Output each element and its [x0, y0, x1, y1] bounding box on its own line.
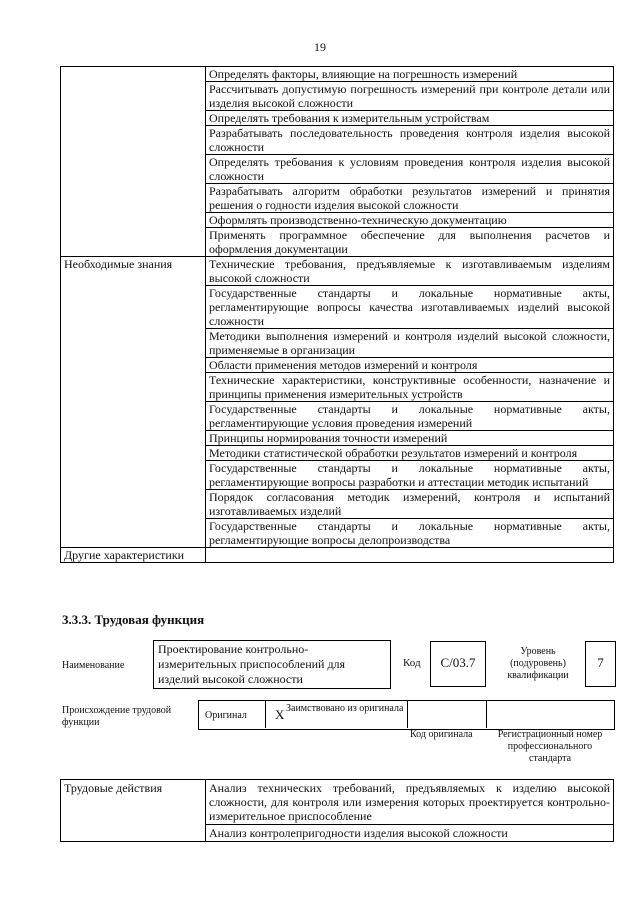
skill-item: Определять факторы, влияющие на погрешность измерений	[206, 67, 614, 82]
origin-divider	[407, 700, 408, 728]
knowledge-item: Государственные стандарты и локальные нормативные акты, регламентирующие вопросы делопроизводства	[206, 519, 614, 548]
table-row	[61, 257, 614, 286]
origin-label: Происхождение трудовой функции	[62, 705, 172, 728]
origin-divider	[486, 700, 487, 728]
level-label: Уровень (подуровень) квалификации	[507, 646, 569, 681]
labor-actions-label: Трудовые действия	[61, 780, 206, 842]
other-value	[206, 548, 614, 563]
code-value: C/03.7	[440, 655, 476, 670]
knowledge-item: Методики выполнения измерений и контроля изделий высокой сложности, применяемые в организации	[206, 329, 614, 358]
table-row	[61, 780, 614, 825]
skill-item: Оформлять производственно-техническую документацию	[206, 213, 614, 228]
name-label: Наименование	[62, 660, 125, 671]
origin-divider	[265, 700, 266, 728]
skill-item: Определять требования к измерительным устройствам	[206, 111, 614, 126]
original-mark: X	[275, 707, 285, 722]
skills-label-cell	[61, 67, 206, 257]
knowledge-item: Технические требования, предъявляемые к изготавливаемым изделиям высокой сложности	[206, 257, 614, 286]
knowledge-item: Принципы нормирования точности измерений	[206, 431, 614, 446]
table-row	[61, 67, 614, 82]
skill-item: Разрабатывать последовательность проведения контроля изделия высокой сложности	[206, 126, 614, 155]
code-label: Код	[403, 657, 421, 669]
page-number: 19	[314, 40, 326, 54]
skill-item: Рассчитывать допустимую погрешность измерений при контроле детали или изделия высокой сложности	[206, 82, 614, 111]
knowledge-item: Государственные стандарты и локальные нормативные акты, регламентирующие условия проведения измерений	[206, 402, 614, 431]
table-row	[61, 548, 614, 563]
knowledge-item: Методики статистической обработки результатов измерений и контроля	[206, 446, 614, 461]
skill-item: Определять требования к условиям проведения контроля изделия высокой сложности	[206, 155, 614, 184]
borrowed-label: Заимствовано из оригинала	[286, 703, 404, 714]
knowledge-item: Технические характеристики, конструктивные особенности, назначение и принципы применения измерительных устройств	[206, 373, 614, 402]
reg-number-label: Регистрационный номер профессионального стандарта	[497, 729, 603, 764]
skill-item: Применять программное обеспечение для выполнения расчетов и оформления документации	[206, 228, 614, 257]
section-heading: 3.3.3. Трудовая функция	[62, 612, 205, 627]
requirements-table	[60, 66, 614, 563]
labor-action-item: Анализ контролепригодности изделия высокой сложности	[206, 825, 614, 842]
knowledge-item: Порядок согласования методик измерений, контроля и испытаний изготавливаемых изделий	[206, 490, 614, 519]
level-value: 7	[597, 655, 604, 670]
knowledge-item: Государственные стандарты и локальные нормативные акты, регламентирующие вопросы разработки и аттестации методик испытаний	[206, 461, 614, 490]
knowledge-label: Необходимые знания	[61, 257, 206, 548]
other-label: Другие характеристики	[61, 548, 206, 563]
knowledge-item: Государственные стандарты и локальные нормативные акты, регламентирующие вопросы качества изготавливаемых изделий высокой сложности	[206, 286, 614, 329]
labor-action-item: Анализ технических требований, предъявляемых к изделию высокой сложности, для контроля или измерения которых проектируется контрольно-измерительное приспособление	[206, 780, 614, 825]
knowledge-item: Области применения методов измерений и контроля	[206, 358, 614, 373]
code-original-label: Код оригинала	[410, 729, 473, 740]
original-label: Оригинал	[205, 710, 247, 721]
labor-actions-table	[60, 779, 614, 842]
skill-item: Разрабатывать алгоритм обработки результатов измерений и принятия решения о годности изделия высокой сложности	[206, 184, 614, 213]
name-value: Проектирование контрольно-измерительных приспособлений для изделий высокой сложности	[158, 642, 346, 686]
